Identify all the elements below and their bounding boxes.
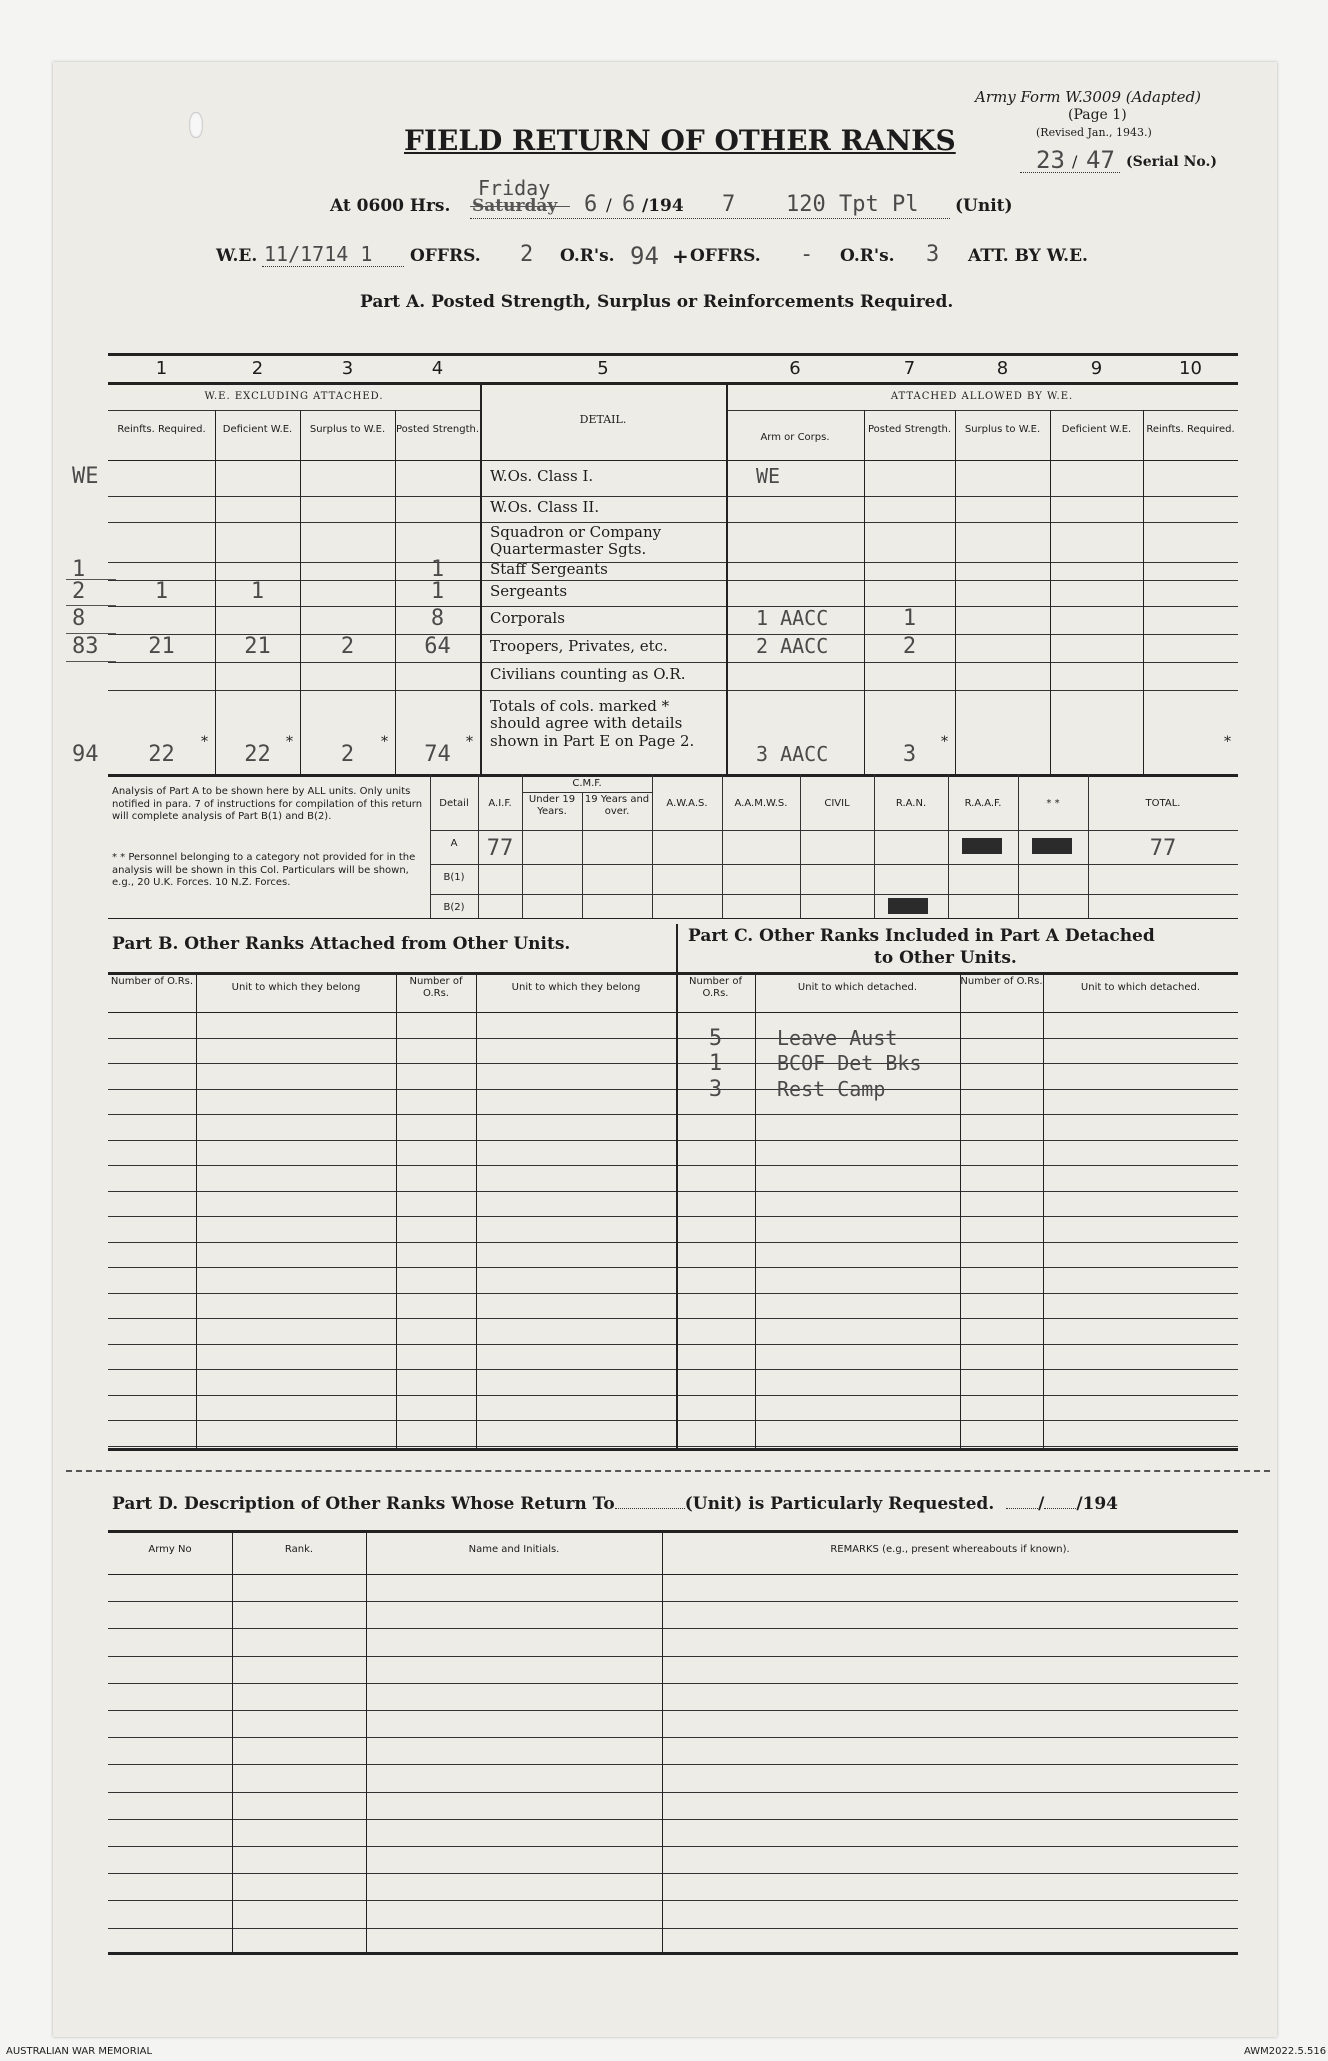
- bc-row-line-13: [108, 1344, 1238, 1345]
- perforation-line: [66, 1470, 1270, 1472]
- we-margin-6: 8: [72, 606, 86, 631]
- analysis-detail-label: Detail: [439, 798, 469, 809]
- analysis-row-label-1: A: [450, 838, 458, 849]
- total-star-c4: *: [466, 734, 473, 750]
- bc-row-line-2: [108, 1063, 1238, 1064]
- d-vline-1: [232, 1530, 233, 1952]
- form-ref-line2: (Page 1): [1068, 107, 1127, 123]
- day-num: 6: [584, 192, 598, 217]
- reinfts-att-star: *: [1224, 734, 1231, 750]
- d-row-line-8: [108, 1792, 1238, 1793]
- row-line-7: [108, 662, 1238, 663]
- bc-head-line: [108, 1012, 1238, 1013]
- right-col-header-7: Posted Strength.: [867, 424, 952, 435]
- footer-left: AUSTRALIAN WAR MEMORIAL: [6, 2046, 153, 2057]
- redaction-ran: [962, 838, 1002, 854]
- d-row-line-7: [108, 1764, 1238, 1765]
- row-line-8: [108, 690, 1238, 691]
- we-margin-5: 2: [72, 579, 86, 604]
- offrs-label: OFFRS.: [410, 246, 481, 266]
- part-c-col-2: Unit to which detached.: [797, 982, 918, 993]
- part-a-vline-1: [215, 410, 216, 774]
- left-col-header-2: Deficient W.E.: [222, 424, 293, 435]
- serial-a: 23: [1036, 146, 1065, 174]
- total-c4: 74: [424, 742, 451, 767]
- at-prefix: At 0600 Hrs.: [330, 196, 451, 216]
- analysis-bottom: [108, 918, 1238, 919]
- total-c2: 22: [244, 742, 271, 767]
- part-a-vline-3: [395, 410, 396, 774]
- margin-strike-4: [66, 661, 116, 662]
- part-c-unit-2: BCOF Det Bks: [777, 1051, 922, 1075]
- detail-row-4: Staff Sergeants: [490, 560, 608, 578]
- part-d-unit-blank: [615, 1508, 685, 1509]
- day-handwritten: Friday: [478, 176, 551, 200]
- posted-att-total: 3: [902, 742, 917, 767]
- serial-dots: [1020, 172, 1120, 173]
- bc-row-line-10: [108, 1267, 1238, 1268]
- total-star-c1: *: [201, 734, 208, 750]
- offrs2-value: -: [800, 242, 814, 267]
- posted-att-row-7: 2: [902, 634, 917, 659]
- part-a-vline-4: [480, 382, 482, 774]
- arm-corps-total: 3 AACC: [756, 742, 829, 766]
- form-ref-line1: Army Form W.3009 (Adapted): [975, 88, 1201, 106]
- column-number-4: 4: [431, 358, 444, 379]
- part-a-vline-2: [300, 410, 301, 774]
- left-col-header-1: Reinfts. Required.: [117, 424, 206, 435]
- offrs-value: 2: [520, 242, 534, 267]
- detail-header: DETAIL.: [579, 413, 627, 426]
- day-typed: Saturday: [472, 196, 558, 216]
- part-c-col-1: Number of O.Rs.: [689, 976, 742, 999]
- unit-value: 120 Tpt Pl: [786, 192, 919, 217]
- part-a-vline-7: [955, 410, 956, 774]
- part-d-col-4: REMARKS (e.g., present whereabouts if known).: [830, 1544, 1070, 1555]
- we-value: 11/1714 1: [264, 242, 373, 266]
- bc-vline-2: [396, 972, 397, 1448]
- analysis-aif-a: 77: [486, 836, 514, 861]
- analysis-header-1: A.I.F.: [488, 798, 512, 809]
- cell-c1-row-5: 1: [154, 579, 169, 604]
- bc-row-line-7: [108, 1191, 1238, 1192]
- analysis-vline-9: [1018, 774, 1019, 918]
- offrs2-label: OFFRS.: [690, 246, 761, 266]
- cell-c4-row-6: 8: [430, 606, 445, 631]
- analysis-row-label-3: B(2): [443, 902, 465, 913]
- bc-row-line-6: [108, 1165, 1238, 1166]
- part-c-num-2: 1: [708, 1051, 723, 1076]
- serial-b: 47: [1086, 146, 1115, 174]
- ors-label: O.R's.: [560, 246, 615, 266]
- d-row-line-2: [108, 1628, 1238, 1629]
- d-row-line-4: [108, 1683, 1238, 1684]
- column-number-5: 5: [597, 358, 609, 379]
- part-d-heading-end: /194: [1076, 1494, 1119, 1514]
- footer-right: AWM2022.5.516: [1244, 2046, 1327, 2057]
- part-a-bottom: [108, 774, 1238, 777]
- analysis-note2: * * Personnel belonging to a category not provided for in the analysis will be shown in this Col. Particulars will be shown, e.g., 20 U.K. Forces. 10 N.Z. Forces.: [112, 852, 416, 888]
- serial-slash: /: [1072, 152, 1078, 171]
- detail-row-7: Troopers, Privates, etc.: [490, 637, 668, 655]
- bc-row-line-12: [108, 1318, 1238, 1319]
- part-d-col-1: Army No: [148, 1544, 192, 1555]
- bc-vline-3: [476, 972, 477, 1448]
- column-number-9: 9: [1090, 358, 1103, 379]
- part-d-heading: Part D. Description of Other Ranks Whose Return To (Unit) is Particularly Requested. / /194: [112, 1494, 1119, 1514]
- we-total: 94: [72, 742, 99, 767]
- analysis-vline-3: [582, 792, 583, 918]
- bc-row-line-5: [108, 1140, 1238, 1141]
- margin-strike-3: [66, 633, 116, 634]
- analysis-row-line-2: [430, 894, 1238, 895]
- unit-label: (Unit): [955, 196, 1013, 216]
- part-d-month-blank: [1044, 1508, 1076, 1509]
- analysis-header-3: 19 Years and over.: [584, 794, 650, 817]
- d-row-line-10: [108, 1846, 1238, 1847]
- d-row-line-12: [108, 1900, 1238, 1901]
- arm-corps-row-7: 2 AACC: [756, 634, 829, 658]
- column-number-3: 3: [341, 358, 354, 379]
- cell-c2-row-5: 1: [250, 579, 265, 604]
- column-number-10: 10: [1179, 358, 1202, 379]
- bc-bottom: [108, 1448, 1238, 1451]
- redaction-civil: [888, 898, 928, 914]
- d-vline-2: [366, 1530, 367, 1952]
- totals-detail: Totals of cols. marked * should agree with details shown in Part E on Page 2.: [490, 697, 695, 750]
- analysis-vline-0: [430, 774, 431, 918]
- analysis-header-2: Under 19 Years.: [528, 794, 576, 817]
- ors2-value: 3: [926, 242, 940, 267]
- d-row-line-6: [108, 1737, 1238, 1738]
- cmf-label: C.M.F.: [572, 778, 602, 789]
- part-c-heading-2: to Other Units.: [874, 948, 1017, 968]
- analysis-total-a: 77: [1149, 836, 1177, 861]
- plus-sign: +: [672, 244, 689, 268]
- bc-row-line-9: [108, 1242, 1238, 1243]
- right-group-header: ATTACHED ALLOWED BY W.E.: [890, 391, 1074, 402]
- ors2-label: O.R's.: [840, 246, 895, 266]
- part-b-heading: Part B. Other Ranks Attached from Other Units.: [112, 934, 571, 954]
- month: 6: [622, 192, 636, 217]
- date-slash: /: [606, 196, 612, 216]
- total-c3: 2: [340, 742, 355, 767]
- bc-row-line-17: [108, 1446, 1238, 1447]
- analysis-header-10: TOTAL.: [1145, 798, 1181, 809]
- cell-c2-row-7: 21: [244, 634, 271, 659]
- d-bottom: [108, 1952, 1238, 1955]
- bc-row-line-11: [108, 1293, 1238, 1294]
- ors-value: 94: [630, 242, 659, 270]
- cell-c4-row-7: 64: [424, 634, 451, 659]
- part-a-vline-6: [864, 410, 865, 774]
- d-row-line-13: [108, 1928, 1238, 1929]
- detail-row-2: W.Os. Class II.: [490, 498, 600, 516]
- punch-hole: [189, 112, 203, 138]
- part-b-col-3: Number of O.Rs.: [409, 976, 463, 999]
- part-c-num-3: 3: [708, 1076, 723, 1102]
- bc-vline-5: [755, 972, 756, 1448]
- analysis-header-8: R.A.A.F.: [964, 798, 1002, 809]
- posted-att-star: *: [941, 734, 948, 750]
- analysis-header-5: A.A.M.W.S.: [734, 798, 788, 809]
- part-a-vline-8: [1050, 410, 1051, 774]
- at-dots: [470, 218, 950, 219]
- margin-strike-2: [66, 605, 116, 606]
- column-number-2: 2: [251, 358, 264, 379]
- part-d-heading-mid: (Unit) is Particularly Requested.: [684, 1494, 995, 1514]
- part-d-heading-pre: Part D. Description of Other Ranks Whose Return To: [112, 1494, 615, 1514]
- we-margin-7: 83: [72, 634, 99, 659]
- part-c-heading-1: Part C. Other Ranks Included in Part A Detached: [688, 926, 1155, 946]
- header-bottom-line: [108, 460, 1238, 461]
- we-label: W.E.: [216, 246, 258, 266]
- bc-row-line-14: [108, 1369, 1238, 1370]
- d-row-line-11: [108, 1873, 1238, 1874]
- serial-label: (Serial No.): [1126, 154, 1217, 170]
- bc-vline-7: [1043, 972, 1044, 1448]
- column-number-6: 6: [789, 358, 801, 379]
- bc-row-line-3: [108, 1089, 1238, 1090]
- part-b-col-1: Number of O.Rs.: [110, 976, 194, 987]
- left-group-header: W.E. EXCLUDING ATTACHED.: [204, 391, 384, 402]
- analysis-header-6: CIVIL: [824, 798, 850, 809]
- analysis-header-7: R.A.N.: [895, 798, 927, 809]
- att-label: ATT. BY W.E.: [968, 246, 1088, 266]
- d-head-line: [108, 1574, 1238, 1575]
- page-title: FIELD RETURN OF OTHER RANKS: [404, 124, 956, 157]
- bc-row-line-15: [108, 1395, 1238, 1396]
- detail-row-5: Sergeants: [490, 582, 568, 600]
- day-strike: [470, 206, 570, 207]
- row-line-5: [108, 606, 1238, 607]
- part-c-unit-1: Leave Aust: [777, 1025, 898, 1050]
- we-margin-1: WE: [72, 464, 99, 489]
- cell-c4-row-5: 1: [430, 579, 445, 604]
- bc-row-line-8: [108, 1216, 1238, 1217]
- bc-row-line-16: [108, 1420, 1238, 1421]
- cmf-line: [522, 792, 652, 793]
- detail-row-8: Civilians counting as O.R.: [490, 665, 686, 683]
- part-d-col-3: Name and Initials.: [468, 1544, 560, 1555]
- part-c-col-3: Number of O.Rs.: [960, 976, 1043, 987]
- part-a-vline-9: [1143, 410, 1144, 774]
- arm-corps-row-1: WE: [756, 464, 781, 488]
- bc-divider-top: [676, 924, 678, 972]
- total-c1: 22: [148, 742, 175, 767]
- analysis-header-4: A.W.A.S.: [666, 798, 708, 809]
- part-c-num-1: 5: [708, 1025, 723, 1051]
- redaction-raaf: [1032, 838, 1072, 854]
- bc-vline-1: [196, 972, 197, 1448]
- analysis-vline-6: [800, 774, 801, 918]
- analysis-row-label-2: B(1): [443, 872, 465, 883]
- right-col-header-10: Reinfts. Required.: [1146, 424, 1235, 435]
- analysis-note1: Analysis of Part A to be shown here by ALL units. Only units notified in para. 7 of instructions for compilation of this return will complete analysis of Part B(1) and B(2).: [112, 786, 423, 822]
- bc-vline-6: [960, 972, 961, 1448]
- part-c-col-4: Unit to which detached.: [1080, 982, 1201, 993]
- part-c-unit-3: Rest Camp: [777, 1076, 886, 1101]
- detail-row-6: Corporals: [490, 609, 565, 627]
- total-star-c3: *: [381, 734, 388, 750]
- analysis-header-9: * *: [1046, 798, 1060, 809]
- bc-row-line-1: [108, 1038, 1238, 1039]
- d-row-line-1: [108, 1601, 1238, 1602]
- part-d-day-blank: [1006, 1508, 1038, 1509]
- column-number-1: 1: [155, 358, 168, 379]
- d-row-line-9: [108, 1819, 1238, 1820]
- cell-c3-row-7: 2: [340, 634, 355, 659]
- right-col-header-8: Surplus to W.E.: [964, 424, 1041, 435]
- analysis-vline-4: [652, 774, 653, 918]
- left-group-line: [108, 410, 480, 411]
- right-group-line: [726, 410, 1238, 411]
- cell-c1-row-7: 21: [148, 634, 175, 659]
- right-col-header-6: Arm or Corps.: [760, 432, 830, 443]
- d-top: [108, 1530, 1238, 1533]
- bc-top: [108, 972, 1238, 975]
- part-a-colnum-line: [108, 382, 1238, 385]
- column-number-8: 8: [996, 358, 1009, 379]
- part-b-col-4: Unit to which they belong: [511, 982, 641, 993]
- total-star-c2: *: [286, 734, 293, 750]
- left-col-header-4: Posted Strength.: [395, 424, 480, 435]
- cell-c4-row-4: 1: [430, 557, 445, 582]
- d-row-line-5: [108, 1710, 1238, 1711]
- bc-row-line-4: [108, 1114, 1238, 1115]
- part-b-col-2: Unit to which they belong: [231, 982, 361, 993]
- d-row-line-3: [108, 1656, 1238, 1657]
- analysis-vline-2: [522, 774, 523, 918]
- part-d-col-2: Rank.: [284, 1544, 314, 1555]
- posted-att-row-6: 1: [902, 606, 917, 631]
- part-a-vline-5: [726, 382, 728, 774]
- left-col-header-3: Surplus to W.E.: [309, 424, 386, 435]
- detail-row-1: W.Os. Class I.: [490, 467, 594, 485]
- analysis-vline-5: [722, 774, 723, 918]
- analysis-vline-7: [874, 774, 875, 918]
- row-line-1: [108, 496, 1238, 497]
- arm-corps-row-6: 1 AACC: [756, 606, 829, 630]
- column-number-7: 7: [903, 358, 916, 379]
- detail-row-3: Squadron or Company Quartermaster Sgts.: [490, 523, 662, 559]
- row-line-2: [108, 522, 1238, 523]
- right-col-header-9: Deficient W.E.: [1061, 424, 1132, 435]
- part-a-top: [108, 353, 1238, 356]
- analysis-header-line: [430, 830, 1238, 831]
- part-a-heading: Part A. Posted Strength, Surplus or Reinforcements Required.: [360, 292, 954, 312]
- we-dots: [262, 266, 404, 267]
- d-vline-3: [662, 1530, 663, 1952]
- form-ref-line3: (Revised Jan., 1943.): [1036, 126, 1152, 139]
- analysis-row-line-1: [430, 864, 1238, 865]
- year-digit: 7: [722, 192, 736, 217]
- we-margin-4: 1: [72, 557, 86, 582]
- margin-strike-1: [66, 579, 116, 580]
- year-prefix: /194: [642, 196, 684, 216]
- analysis-vline-8: [948, 774, 949, 918]
